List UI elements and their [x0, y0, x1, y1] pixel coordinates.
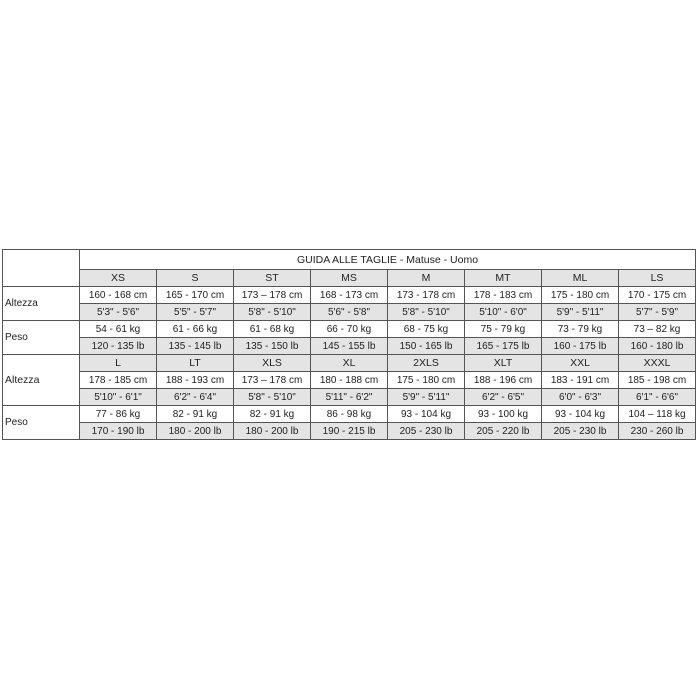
weight-kg-cell: 66 - 70 kg [311, 321, 388, 338]
height-cm-cell: 178 - 185 cm [80, 372, 157, 389]
size-label: XL [311, 355, 388, 372]
weight-kg-cell: 75 - 79 kg [465, 321, 542, 338]
size-header-row [3, 270, 696, 287]
weight-kg-cell: 73 - 79 kg [542, 321, 619, 338]
corner-cell [3, 250, 80, 287]
size-guide-table [2, 249, 696, 440]
height-ft-cell: 6'2" - 6'4" [157, 389, 234, 406]
size-label: LT [157, 355, 234, 372]
weight-kg-cell: 86 - 98 kg [311, 406, 388, 423]
weight-lb-cell: 205 - 230 lb [542, 423, 619, 440]
weight-kg-cell: 104 – 118 kg [619, 406, 696, 423]
height-ft-cell: 5'7" - 5'9" [619, 304, 696, 321]
size-label: XLS [234, 355, 311, 372]
size-label: LS [619, 270, 696, 287]
size-label: XXL [542, 355, 619, 372]
size-label: MT [465, 270, 542, 287]
weight-kg-cell: 68 - 75 kg [388, 321, 465, 338]
weight-lb-cell: 180 - 200 lb [157, 423, 234, 440]
weight-lb-cell: 150 - 165 lb [388, 338, 465, 355]
size-label: L [80, 355, 157, 372]
table-row [3, 372, 696, 389]
height-cm-cell: 165 - 170 cm [157, 287, 234, 304]
size-label: MS [311, 270, 388, 287]
size-header-row [3, 355, 696, 372]
weight-lb-cell: 170 - 190 lb [80, 423, 157, 440]
size-label: XS [80, 270, 157, 287]
height-cm-cell: 160 - 168 cm [80, 287, 157, 304]
size-guide-body [3, 250, 696, 440]
weight-lb-cell: 180 - 200 lb [234, 423, 311, 440]
size-label: M [388, 270, 465, 287]
height-cm-cell: 170 - 175 cm [619, 287, 696, 304]
weight-kg-cell: 82 - 91 kg [157, 406, 234, 423]
weight-lb-cell: 135 - 145 lb [157, 338, 234, 355]
height-ft-cell: 5'10" - 6'1" [80, 389, 157, 406]
height-ft-cell: 5'9" - 5'11" [542, 304, 619, 321]
height-cm-cell: 173 – 178 cm [234, 287, 311, 304]
weight-lb-cell: 230 - 260 lb [619, 423, 696, 440]
weight-label: Peso [3, 321, 80, 355]
weight-kg-cell: 93 - 104 kg [542, 406, 619, 423]
weight-kg-cell: 77 - 86 kg [80, 406, 157, 423]
height-cm-cell: 175 - 180 cm [542, 287, 619, 304]
height-ft-cell: 6'0" - 6'3" [542, 389, 619, 406]
weight-kg-cell: 61 - 66 kg [157, 321, 234, 338]
weight-kg-cell: 54 - 61 kg [80, 321, 157, 338]
height-ft-cell: 5'8" - 5'10" [234, 389, 311, 406]
height-ft-cell: 5'8" - 5'10" [234, 304, 311, 321]
height-ft-cell: 5'3" - 5'6" [80, 304, 157, 321]
height-cm-cell: 180 - 188 cm [311, 372, 388, 389]
size-label: XLT [465, 355, 542, 372]
weight-lb-cell: 165 - 175 lb [465, 338, 542, 355]
height-ft-cell: 6'2" - 6'5" [465, 389, 542, 406]
weight-kg-cell: 82 - 91 kg [234, 406, 311, 423]
table-row [3, 406, 696, 423]
table-row [3, 287, 696, 304]
size-label: 2XLS [388, 355, 465, 372]
weight-lb-cell: 190 - 215 lb [311, 423, 388, 440]
height-cm-cell: 185 - 198 cm [619, 372, 696, 389]
table-row [3, 338, 696, 355]
height-ft-cell: 5'5" - 5'7" [157, 304, 234, 321]
height-label: Altezza [3, 287, 80, 321]
height-cm-cell: 175 - 180 cm [388, 372, 465, 389]
table-row [3, 423, 696, 440]
weight-lb-cell: 205 - 230 lb [388, 423, 465, 440]
height-ft-cell: 5'10" - 6'0" [465, 304, 542, 321]
title-row [3, 250, 696, 270]
height-cm-cell: 173 – 178 cm [234, 372, 311, 389]
table-row [3, 389, 696, 406]
weight-lb-cell: 160 - 175 lb [542, 338, 619, 355]
size-label: XXXL [619, 355, 696, 372]
size-label: ST [234, 270, 311, 287]
table-row [3, 321, 696, 338]
height-ft-cell: 5'9" - 5'11" [388, 389, 465, 406]
height-ft-cell: 5'11" - 6'2" [311, 389, 388, 406]
weight-kg-cell: 61 - 68 kg [234, 321, 311, 338]
size-label: S [157, 270, 234, 287]
height-label: Altezza [3, 355, 80, 406]
weight-kg-cell: 93 - 104 kg [388, 406, 465, 423]
height-cm-cell: 183 - 191 cm [542, 372, 619, 389]
height-ft-cell: 5'6" - 5'8" [311, 304, 388, 321]
weight-kg-cell: 93 - 100 kg [465, 406, 542, 423]
height-cm-cell: 173 - 178 cm [388, 287, 465, 304]
height-cm-cell: 188 - 193 cm [157, 372, 234, 389]
table-row [3, 304, 696, 321]
weight-lb-cell: 145 - 155 lb [311, 338, 388, 355]
weight-lb-cell: 135 - 150 lb [234, 338, 311, 355]
weight-kg-cell: 73 – 82 kg [619, 321, 696, 338]
height-cm-cell: 168 - 173 cm [311, 287, 388, 304]
height-cm-cell: 178 - 183 cm [465, 287, 542, 304]
size-label: ML [542, 270, 619, 287]
weight-label: Peso [3, 406, 80, 440]
height-ft-cell: 6'1" - 6'6" [619, 389, 696, 406]
table-title: GUIDA ALLE TAGLIE - Matuse - Uomo [80, 250, 696, 270]
weight-lb-cell: 160 - 180 lb [619, 338, 696, 355]
weight-lb-cell: 120 - 135 lb [80, 338, 157, 355]
height-cm-cell: 188 - 196 cm [465, 372, 542, 389]
weight-lb-cell: 205 - 220 lb [465, 423, 542, 440]
height-ft-cell: 5'8" - 5'10" [388, 304, 465, 321]
